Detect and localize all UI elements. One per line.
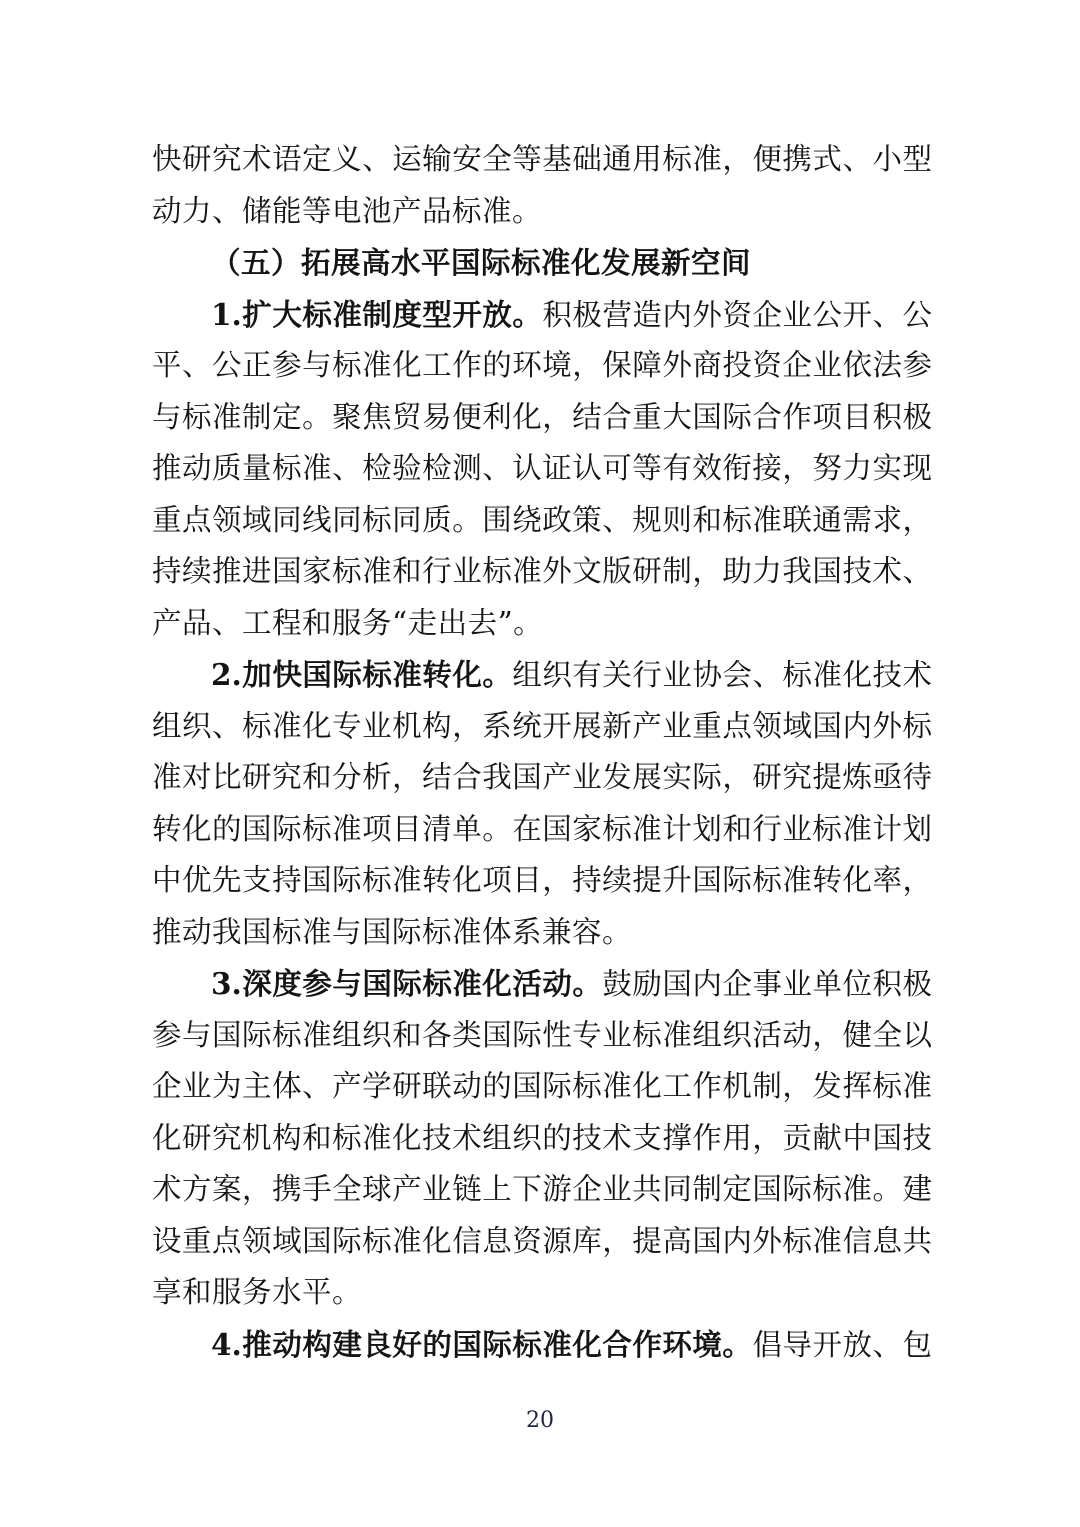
line-text-segment: 快研究术语定义、运输安全等基础通用标准，便携式、小型 [152, 142, 932, 176]
line-text-segment: 鼓励国内企事业单位积极 [602, 967, 932, 1001]
page-number: 20 [526, 1408, 554, 1433]
text-line [152, 1267, 932, 1319]
line-text-segment: 准对比研究和分析，结合我国产业发展实际，研究提炼亟待 [152, 760, 932, 794]
text-line [152, 546, 932, 598]
line-text-segment: 组织、标准化专业机构，系统开展新产业重点领域国内外标 [152, 708, 932, 743]
text-line [152, 1061, 932, 1113]
text-line [152, 495, 932, 547]
text-line [152, 237, 932, 289]
text-line [152, 649, 932, 701]
text-line [152, 907, 932, 959]
line-text-segment: 推动质量标准、检验检测、认证认可等有效衔接，努力实现 [152, 451, 932, 485]
text-line [152, 752, 932, 804]
line-text-segment: 与标准制定。聚焦贸易便利化，结合重大国际合作项目积极 [152, 399, 932, 434]
text-line [152, 186, 932, 238]
text-line [152, 958, 932, 1010]
line-text-segment: 推动我国标准与国际标准体系兼容。 [152, 914, 633, 949]
text-line [152, 1319, 932, 1371]
text-line [152, 289, 932, 341]
line-bold-segment: 1.扩大标准制度型开放。 [211, 296, 543, 332]
text-line [152, 598, 932, 650]
text-line [152, 392, 932, 444]
line-text-segment: 积极营造内外资企业公开、公 [542, 297, 932, 332]
text-line [152, 1010, 932, 1062]
line-bold-segment: 4.推动构建良好的国际标准化合作环境。 [211, 1326, 753, 1362]
line-text-segment: 持续推进国家标准和行业标准外文版研制，助力我国技术、 [152, 554, 932, 588]
line-text-segment: 重点领域同线同标同质。围绕政策、规则和标准联通需求， [152, 502, 932, 537]
text-line [152, 443, 932, 495]
text-line [152, 1164, 932, 1216]
text-line [152, 855, 932, 907]
line-bold-segment: 2.加快国际标准转化。 [211, 657, 513, 692]
text-line [152, 1113, 932, 1165]
line-text-segment: 转化的国际标准项目清单。在国家标准计划和行业标准计划 [152, 811, 932, 846]
line-bold-segment: 3.深度参与国际标准化活动。 [211, 966, 603, 1001]
line-text-segment: 动力、储能等电池产品标准。 [152, 193, 543, 228]
text-line [152, 340, 932, 392]
line-text-segment: 术方案，携手全球产业链上下游企业共同制定国际标准。建 [152, 1172, 932, 1206]
line-text-segment: 设重点领域国际标准化信息资源库，提高国内外标准信息共 [152, 1223, 932, 1258]
line-text-segment: 享和服务水平。 [152, 1275, 363, 1309]
line-text-segment: 化研究机构和标准化技术组织的技术支撑作用，贡献中国技 [152, 1120, 932, 1155]
line-text-segment: 平、公正参与标准化工作的环境，保障外商投资企业依法参 [152, 348, 932, 382]
line-text-segment: 倡导开放、包 [752, 1327, 932, 1362]
text-line [152, 134, 932, 186]
line-text-segment: 产品、工程和服务“走出去”。 [152, 605, 544, 640]
line-text-segment: 中优先支持国际标准转化项目，持续提升国际标准转化率， [152, 863, 932, 897]
text-line [152, 1216, 932, 1268]
text-line [152, 804, 932, 856]
line-text-segment: 企业为主体、产学研联动的国际标准化工作机制，发挥标准 [152, 1069, 932, 1103]
line-text-segment: 参与国际标准组织和各类国际性专业标准组织活动，健全以 [152, 1017, 932, 1052]
document-body [152, 134, 932, 1370]
line-text-segment: 组织有关行业协会、标准化技术 [512, 658, 932, 692]
line-bold-segment: （五）拓展高水平国际标准化发展新空间 [211, 245, 752, 280]
text-line [152, 701, 932, 753]
